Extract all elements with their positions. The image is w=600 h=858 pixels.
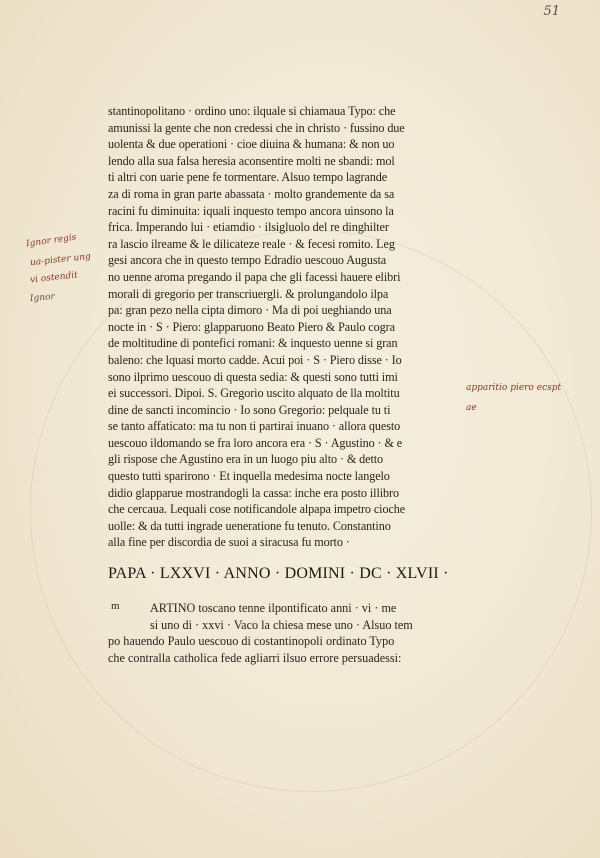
text-line: racini fu diminuita: iquali inquesto tempo ancora uinsono la	[108, 203, 394, 218]
margin-note: apparitio piero ecspt	[466, 383, 562, 393]
text-line: questo tutti sparirono · Et inquella medesima nocte langelo	[108, 469, 390, 484]
text-line: lendo alla sua falsa heresia aconsentire molti ne sbandi: mol	[108, 153, 395, 168]
text-line: ti altri con uarie pene fe tormentare. Alsuo tempo lagrande	[108, 170, 388, 185]
text-line: uescouo ildomando se fra loro ancora era · S · Agustino · & e	[108, 435, 403, 450]
text-line: uolenta & due operationi · cioe diuina & humana: & non uo	[108, 137, 395, 152]
text-line: didio glapparue mostrandogli la cassa: inche era posto illibro	[108, 485, 399, 500]
text-line: dine de sancti incomincio · Io sono Gregorio: pelquale tu ti	[108, 402, 391, 417]
text-line: che cercaua. Lequali cose notificandole alpapa impetro cioche	[108, 502, 406, 517]
text-line: nocte in · S · Piero: glapparuono Beato Piero & Paulo cogra	[108, 319, 395, 334]
text-line: si uno di · xxvi · Vaco la chiesa mese uno · Alsuo tem	[150, 617, 413, 632]
text-line: alla fine per discordia de suoi a siracusa fu morto ·	[108, 535, 350, 550]
margin-note: ae	[466, 403, 477, 413]
text-line: sono ilprimo uescouo di questa sedia: & questi sono tutti imi	[108, 369, 398, 384]
text-line: frica. Imperando lui · etiamdio · ilsigluolo del re dinghilter	[108, 220, 389, 235]
text-line: uolle: & da tutti ingrade ueneratione fu tenuto. Constantino	[108, 518, 391, 533]
main-text-block	[108, 103, 468, 551]
section-text-block	[108, 600, 468, 666]
margin-note: vi ostendit	[29, 270, 79, 286]
text-line: gli rispose che Agustino era in un luogo piu alto · & detto	[108, 452, 384, 467]
text-line: stantinopolitano · ordino uno: ilquale si chiamaua Typo: che	[108, 104, 396, 118]
text-line: ra lascio ilreame & le dilicateze reale · & fecesi romito. Leg	[108, 236, 395, 251]
guide-letter: m	[111, 600, 120, 612]
text-line: pa: gran pezo nella cipta dimoro · Ma di poi ueghiando una	[108, 303, 392, 318]
text-line: che contralla catholica fede agliarri ilsuo errore persuadessi:	[108, 650, 402, 665]
folio-number: 51	[543, 4, 560, 19]
text-line: amunissi la gente che non credessi che in christo · fussino due	[108, 120, 405, 135]
margin-note: Ignor regis	[25, 232, 78, 250]
text-line: morali di gregorio per transcriuergli. & prolungandolo ilpa	[108, 286, 389, 301]
text-line: ei successori. Dipoi. S. Gregorio uscito alquato de lla moltitu	[108, 386, 400, 401]
text-line: ARTINO toscano tenne ilpontificato anni · vi · me	[150, 601, 397, 615]
margin-note: Ignor	[29, 292, 56, 304]
text-line: se tanto affaticato: ma tu non ti partirai inuano · allora questo	[108, 419, 401, 434]
text-line: gesi ancora che in questo tempo Edradio uescouo Augusta	[108, 253, 387, 268]
text-line: baleno: che lquasi morto cadde. Acui poi · S · Piero disse · Io	[108, 352, 402, 367]
text-line: no uenne aroma pregando il papa che gli facessi hauere elibri	[108, 269, 401, 284]
text-line: po hauendo Paulo uescouo di costantinopoli ordinato Typo	[108, 634, 395, 649]
text-line: za di roma in gran parte abassata · molto grandemente da sa	[108, 186, 395, 201]
margin-note: ua-pister ung	[29, 251, 92, 269]
text-line: de moltitudine di pontefici romani: & inquesto uenne si gran	[108, 336, 398, 351]
chapter-heading: PAPA · LXXVI · ANNO · DOMINI · DC · XLVII ·	[108, 565, 449, 582]
